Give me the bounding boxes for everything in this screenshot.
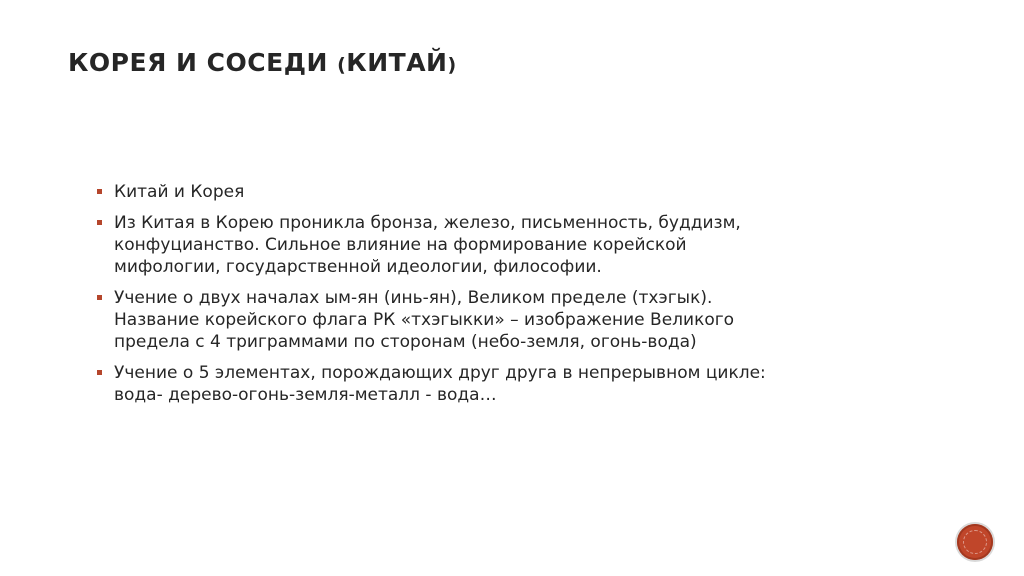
bullet-square-icon — [97, 295, 102, 300]
slide-title — [68, 46, 948, 82]
slide-title-main: КОРЕЯ И СОСЕДИ — [68, 48, 338, 77]
bullet-square-icon — [97, 370, 102, 375]
bullet-text-line: предела с 4 триграммами по сторонам (небо-земля, огонь-вода) — [114, 332, 697, 352]
bullet-text-line: Учение о 5 элементах, порождающих друг друга в непрерывном цикле: — [114, 363, 766, 383]
bullet-square-icon — [97, 189, 102, 194]
bullet-item — [96, 181, 936, 203]
bullet-text-line: Название корейского флага РК «тхэгыкки» – изображение Великого — [114, 310, 735, 330]
bullet-text-line: конфуцианство. Сильное влияние на формирование корейской — [114, 235, 687, 255]
bullet-list — [96, 181, 936, 415]
bullet-text-line: Учение о двух началах ым-ян (инь-ян), Великом пределе (тхэгык). — [114, 288, 713, 308]
bullet-item — [96, 287, 936, 353]
bullet-text-line: Из Китая в Корею проникла бронза, железо, письменность, буддизм, — [114, 213, 741, 233]
bullet-text-line: мифологии, государственной идеологии, философии. — [114, 257, 602, 277]
bullet-item — [96, 212, 936, 278]
slide-title-paren-close: ) — [447, 54, 457, 76]
badge-inner — [963, 530, 987, 554]
theme-badge-icon — [955, 522, 995, 562]
bullet-text-line: вода- дерево-огонь-земля-металл - вода… — [114, 385, 497, 405]
slide-title-paren-open: ( — [337, 54, 347, 76]
bullet-text-line: Китай и Корея — [114, 182, 245, 202]
bullet-square-icon — [97, 220, 102, 225]
slide-title-paren-word: КИТАЙ — [346, 48, 448, 77]
bullet-item — [96, 362, 936, 406]
